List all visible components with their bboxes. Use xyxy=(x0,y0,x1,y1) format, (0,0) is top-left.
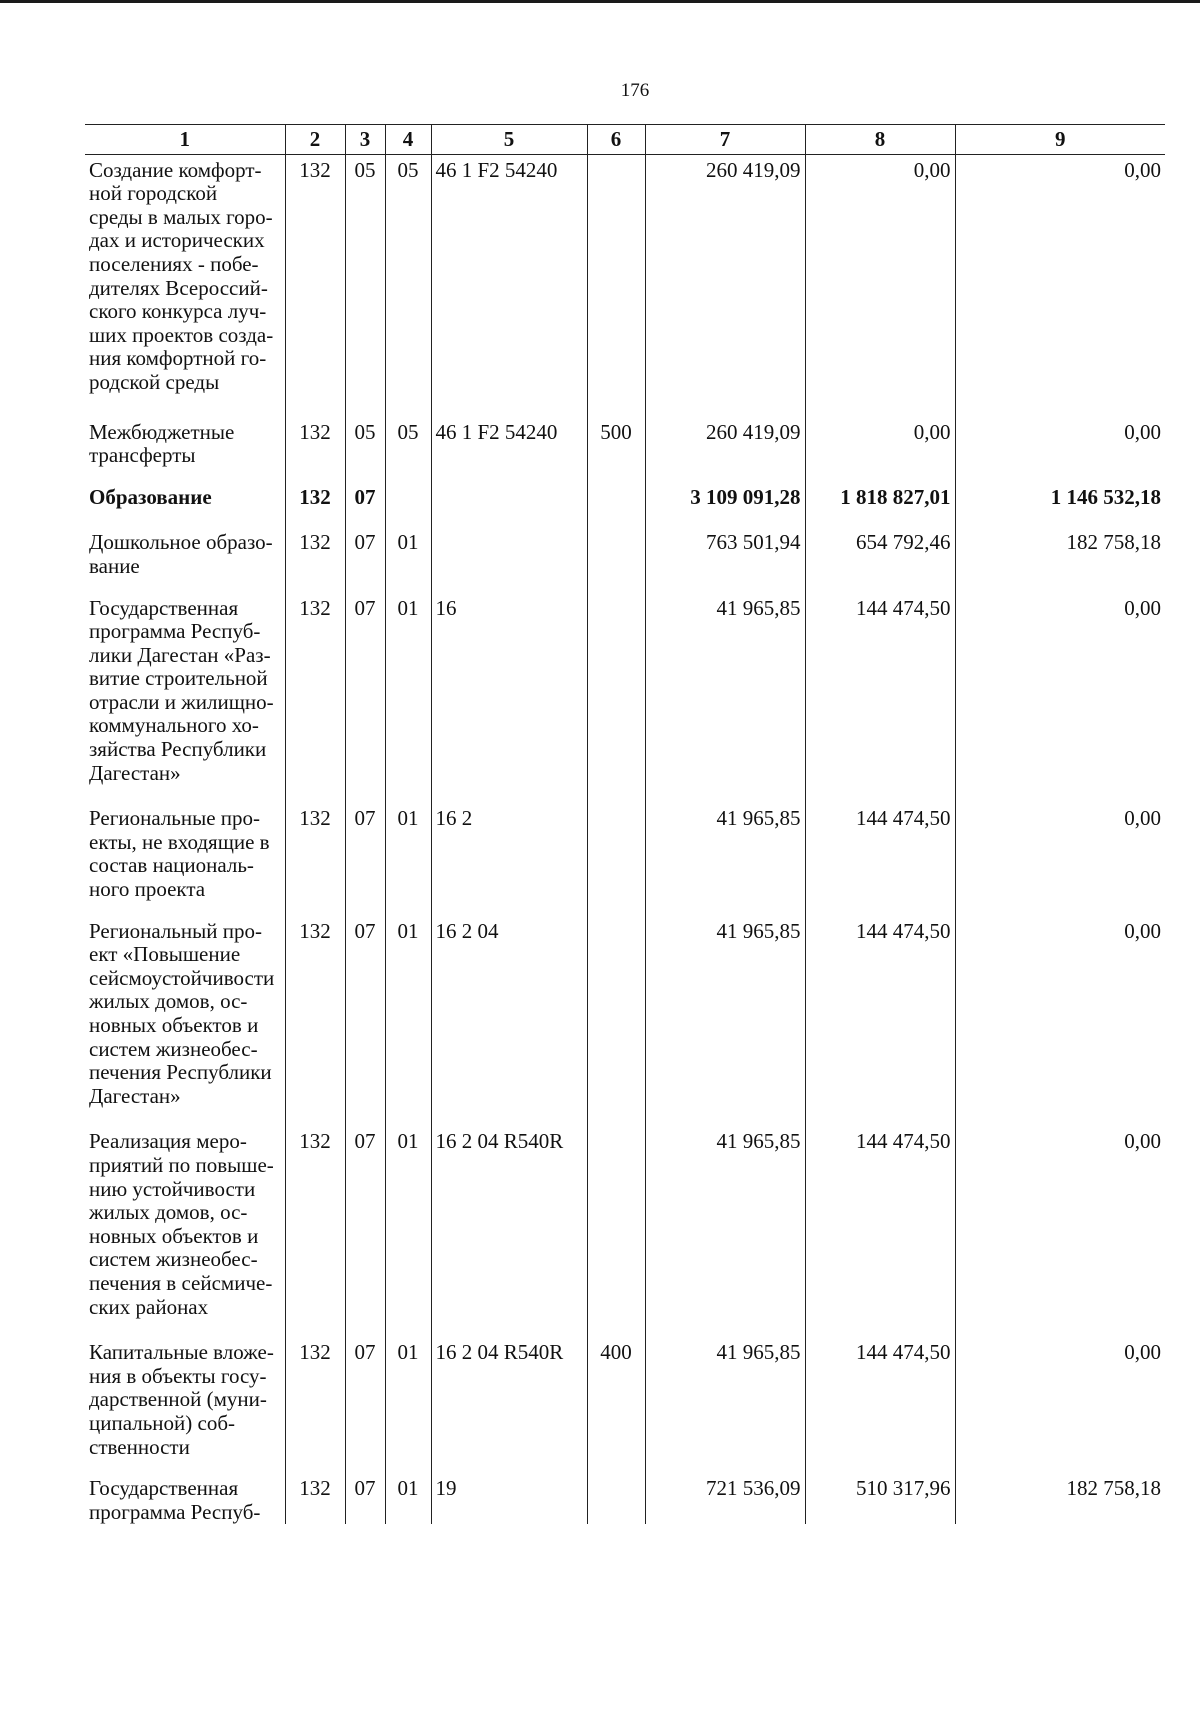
code-cell-4: 01 xyxy=(385,1337,431,1473)
code-cell-6 xyxy=(587,482,645,528)
code-cell-2: 132 xyxy=(285,593,345,804)
code-cell-6 xyxy=(587,1126,645,1337)
amount-cell-9: 0,00 xyxy=(955,417,1165,482)
header-cell: 4 xyxy=(385,125,431,155)
code-cell-6 xyxy=(587,916,645,1127)
code-cell-2: 132 xyxy=(285,1337,345,1473)
code-cell-4: 01 xyxy=(385,593,431,804)
table-row xyxy=(85,916,1165,1127)
amount-cell-9: 0,00 xyxy=(955,1337,1165,1473)
amount-cell-7: 41 965,85 xyxy=(645,803,805,915)
row-name-cell: Капитальные вложе- ния в объекты госу- дарственной (муни- ципальной) соб- ственности xyxy=(85,1337,285,1473)
code-cell-6 xyxy=(587,593,645,804)
table-row xyxy=(85,154,1165,416)
amount-cell-7: 3 109 091,28 xyxy=(645,482,805,528)
table-row xyxy=(85,527,1165,592)
header-cell: 7 xyxy=(645,125,805,155)
amount-cell-9: 0,00 xyxy=(955,1126,1165,1337)
code-cell-3: 07 xyxy=(345,803,385,915)
header-cell: 6 xyxy=(587,125,645,155)
header-cell: 1 xyxy=(85,125,285,155)
amount-cell-7: 721 536,09 xyxy=(645,1473,805,1524)
row-name-cell: Межбюджетные трансферты xyxy=(85,417,285,482)
code-cell-3: 07 xyxy=(345,1337,385,1473)
row-name-cell: Реализация меро- приятий по повыше- нию устойчивости жилых домов, ос- новных объектов и систем жизнеобес- печения в сейсмиче- ских районах xyxy=(85,1126,285,1337)
page-number: 176 xyxy=(620,80,650,101)
header-row xyxy=(85,125,1165,155)
header-cell: 3 xyxy=(345,125,385,155)
code-cell-6 xyxy=(587,803,645,915)
code-cell-5: 16 2 04 xyxy=(431,916,587,1127)
table-row xyxy=(85,482,1165,528)
code-cell-5: 16 2 xyxy=(431,803,587,915)
code-cell-4: 01 xyxy=(385,1126,431,1337)
code-cell-5 xyxy=(431,527,587,592)
table-row xyxy=(85,803,1165,915)
code-cell-3: 07 xyxy=(345,1126,385,1337)
code-cell-5: 16 xyxy=(431,593,587,804)
row-name-cell: Государственная программа Респуб- xyxy=(85,1473,285,1524)
amount-cell-7: 260 419,09 xyxy=(645,154,805,416)
row-name-cell: Дошкольное образо- вание xyxy=(85,527,285,592)
row-name-cell: Региональные про- екты, не входящие в состав националь- ного проекта xyxy=(85,803,285,915)
code-cell-3: 05 xyxy=(345,417,385,482)
amount-cell-7: 260 419,09 xyxy=(645,417,805,482)
code-cell-4: 01 xyxy=(385,916,431,1127)
code-cell-3: 07 xyxy=(345,1473,385,1524)
code-cell-6 xyxy=(587,527,645,592)
code-cell-5: 16 2 04 R540R xyxy=(431,1337,587,1473)
header-cell: 9 xyxy=(955,125,1165,155)
code-cell-6 xyxy=(587,1473,645,1524)
amount-cell-8: 654 792,46 xyxy=(805,527,955,592)
amount-cell-8: 510 317,96 xyxy=(805,1473,955,1524)
amount-cell-9: 182 758,18 xyxy=(955,527,1165,592)
code-cell-2: 132 xyxy=(285,417,345,482)
amount-cell-8: 0,00 xyxy=(805,154,955,416)
code-cell-3: 07 xyxy=(345,482,385,528)
code-cell-3: 07 xyxy=(345,593,385,804)
amount-cell-8: 0,00 xyxy=(805,417,955,482)
amount-cell-9: 1 146 532,18 xyxy=(955,482,1165,528)
amount-cell-8: 144 474,50 xyxy=(805,916,955,1127)
row-name-cell: Создание комфорт- ной городской среды в малых горо- дах и исторических поселениях - побе- дителях Всероссий- ского конкурса луч- ших проектов созда- ния комфортной го- родской среды xyxy=(85,154,285,416)
row-name-cell: Государственная программа Респуб- лики Дагестан «Раз- витие строительной отрасли и жилищно- коммунального хо- зяйства Республики Дагестан» xyxy=(85,593,285,804)
code-cell-5 xyxy=(431,482,587,528)
code-cell-6: 400 xyxy=(587,1337,645,1473)
table-row xyxy=(85,1126,1165,1337)
code-cell-4: 01 xyxy=(385,527,431,592)
code-cell-3: 05 xyxy=(345,154,385,416)
code-cell-2: 132 xyxy=(285,916,345,1127)
code-cell-2: 132 xyxy=(285,527,345,592)
code-cell-4: 05 xyxy=(385,417,431,482)
amount-cell-8: 144 474,50 xyxy=(805,1337,955,1473)
amount-cell-7: 41 965,85 xyxy=(645,1337,805,1473)
code-cell-2: 132 xyxy=(285,154,345,416)
code-cell-2: 132 xyxy=(285,1126,345,1337)
amount-cell-7: 41 965,85 xyxy=(645,1126,805,1337)
amount-cell-9: 0,00 xyxy=(955,154,1165,416)
table-row xyxy=(85,1473,1165,1524)
table-body xyxy=(85,154,1165,1524)
amount-cell-9: 0,00 xyxy=(955,916,1165,1127)
code-cell-4: 01 xyxy=(385,1473,431,1524)
amount-cell-7: 763 501,94 xyxy=(645,527,805,592)
amount-cell-9: 0,00 xyxy=(955,803,1165,915)
amount-cell-9: 0,00 xyxy=(955,593,1165,804)
code-cell-2: 132 xyxy=(285,482,345,528)
header-cell: 5 xyxy=(431,125,587,155)
table-row xyxy=(85,417,1165,482)
code-cell-3: 07 xyxy=(345,527,385,592)
row-name-cell: Региональный про- ект «Повышение сейсмоустойчивости жилых домов, ос- новных объектов и систем жизнеобес- печения Республики Дагестан» xyxy=(85,916,285,1127)
code-cell-5: 46 1 F2 54240 xyxy=(431,154,587,416)
code-cell-5: 16 2 04 R540R xyxy=(431,1126,587,1337)
code-cell-4: 01 xyxy=(385,803,431,915)
code-cell-4 xyxy=(385,482,431,528)
amount-cell-7: 41 965,85 xyxy=(645,593,805,804)
top-border-rule xyxy=(0,0,1200,3)
amount-cell-8: 144 474,50 xyxy=(805,593,955,804)
header-cell: 8 xyxy=(805,125,955,155)
amount-cell-8: 1 818 827,01 xyxy=(805,482,955,528)
amount-cell-9: 182 758,18 xyxy=(955,1473,1165,1524)
amount-cell-7: 41 965,85 xyxy=(645,916,805,1127)
code-cell-5: 46 1 F2 54240 xyxy=(431,417,587,482)
row-name-cell: Образование xyxy=(85,482,285,528)
code-cell-6 xyxy=(587,154,645,416)
table-row xyxy=(85,1337,1165,1473)
budget-table xyxy=(85,124,1165,1524)
header-cell: 2 xyxy=(285,125,345,155)
code-cell-5: 19 xyxy=(431,1473,587,1524)
code-cell-6: 500 xyxy=(587,417,645,482)
table-row xyxy=(85,593,1165,804)
code-cell-2: 132 xyxy=(285,803,345,915)
amount-cell-8: 144 474,50 xyxy=(805,803,955,915)
code-cell-2: 132 xyxy=(285,1473,345,1524)
amount-cell-8: 144 474,50 xyxy=(805,1126,955,1337)
code-cell-4: 05 xyxy=(385,154,431,416)
code-cell-3: 07 xyxy=(345,916,385,1127)
